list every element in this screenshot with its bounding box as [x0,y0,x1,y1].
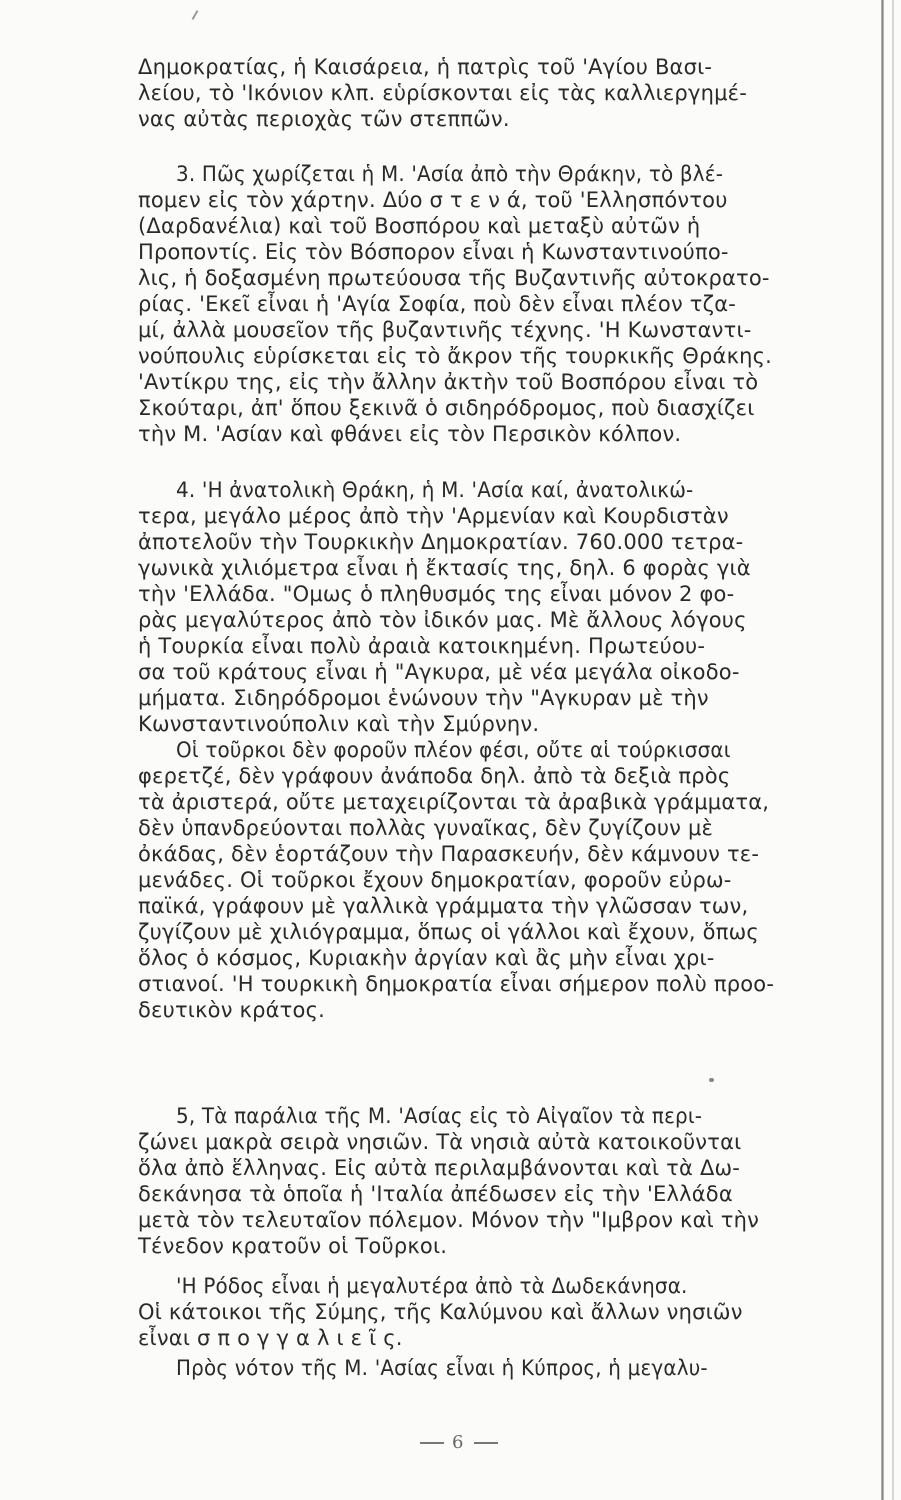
text-line: λείου, τὸ 'Ικόνιον κλπ. εὑρίσκονται εἰς τὰς καλλιεργημέ- [138,81,747,105]
page-number-dash-right [474,1442,498,1444]
text-line: 4. 'Η ἀνατολικὴ Θράκη, ἡ Μ. 'Ασία καί, ἀνατολικώ- [176,478,694,502]
text-line: νούπουλις εὑρίσκεται εἰς τὸ ἄκρον τῆς τουρκικῆς Θράκης. [138,344,773,368]
text-line: τὴν 'Ελλάδα. "Ομως ὁ πληθυσμός της εἶναι μόνον 2 φο- [138,582,735,606]
page-number-dash-left [420,1442,444,1444]
text-line: μήματα. Σιδηρόδρομοι ἑνώνουν τὴν "Αγκυραν μὲ τὴν [138,686,709,710]
text-line: 'Η Ρόδος εἶναι ἡ μεγαλυτέρα ἀπὸ τὰ Δωδεκάνησα. [176,1274,688,1298]
text-line: Τένεδον κρατοῦν οἱ Τοῦρκοι. [138,1234,448,1258]
text-line: 3. Πῶς χωρίζεται ἡ Μ. 'Ασία ἀπὸ τὴν Θράκην, τὸ βλέ- [176,162,724,186]
text-line: Οἱ τοῦρκοι δὲν φοροῦν πλέον φέσι, οὔτε αἱ τούρκισσαι [176,738,731,762]
text-line: Οἱ κάτοικοι τῆς Σύμης, τῆς Καλύμνου καὶ ἄλλων νησιῶν [138,1300,743,1324]
text-line: τὴν Μ. 'Ασίαν καὶ φθάνει εἰς τὸν Περσικὸν κόλπον. [138,422,682,446]
text-line: 'Αντίκρυ της, εἰς τὴν ἄλλην ἀκτὴν τοῦ Βοσπόρου εἶναι τὸ [138,370,759,394]
text-line: γωνικὰ χιλιόμετρα εἶναι ἡ ἔκτασίς της, δηλ. 6 φορὰς γιὰ [138,556,751,580]
text-line: ὀκάδας, δὲν ἑορτάζουν τὴν Παρασκευήν, δὲν κάμνουν τε- [138,842,760,866]
text-line: τερα, μεγάλο μέρος ἀπὸ τὴν 'Αρμενίαν καὶ Κουρδιστὰν [138,504,729,528]
text-line: φερετζέ, δὲν γράφουν ἀνάποδα δηλ. ἀπὸ τὰ δεξιὰ πρὸς [138,764,731,788]
text-line: λις, ἡ δοξασμένη πρωτεύουσα τῆς Βυζαντινῆς αὐτοκρατο- [138,266,770,290]
text-line: πομεν εἰς τὸν χάρτην. Δύο σ τ ε ν ά, τοῦ 'Ελλησπόντου [138,188,728,212]
text-line: νας αὐτὰς περιοχὰς τῶν στεππῶν. [138,107,510,131]
text-line: Δημοκρατίας, ἡ Καισάρεια, ἡ πατρὶς τοῦ 'Αγίου Βασι- [138,55,713,79]
text-line: Κωνσταντινούπολιν καὶ τὴν Σμύρνην. [138,712,540,736]
text-line: Προποντίς. Εἰς τὸν Βόσπορον εἶναι ἡ Κωνσταντινούπο- [138,240,729,264]
text-line: ρὰς μεγαλύτερος ἀπὸ τὸν ἰδικόν μας. Μὲ ἄλλους λόγους [138,608,747,632]
text-line: μενάδες. Οἱ τοῦρκοι ἔχουν δημοκρατίαν, φοροῦν εὐρω- [138,868,732,892]
text-line: εἶναι σ π ο γ γ α λ ι ε ῖ ς. [138,1326,403,1350]
text-line: Σκούταρι, ἀπ' ὅπου ξεκινᾶ ὁ σιδηρόδρομος, ποὺ διασχίζει [138,396,755,420]
text-line: ἡ Τουρκία εἶναι πολὺ ἀραιὰ κατοικημένη. Πρωτεύου- [138,634,706,658]
page-number: 6 [452,1432,466,1453]
text-line: (Δαρδανέλια) καὶ τοῦ Βοσπόρου καὶ μεταξὺ αὐτῶν ἡ [138,214,701,238]
text-line: ρίας. 'Εκεῖ εἶναι ἡ 'Αγία Σοφία, ποὺ δὲν εἶναι πλέον τζα- [138,292,737,316]
text-line: ἀποτελοῦν τὴν Τουρκικὴν Δημοκρατίαν. 760.000 τετρα- [138,530,744,554]
text-line: μετὰ τὸν τελευταῖον πόλεμον. Μόνον τὴν "Ιμβρον καὶ τὴν [138,1208,760,1232]
text-line: 5, Τὰ παράλια τῆς Μ. 'Ασίας εἰς τὸ Αἰγαῖον τὰ περι- [176,1104,703,1128]
text-line: ζυγίζουν μὲ χιλιόγραμμα, ὅπως οἱ γάλλοι καὶ ἔχουν, ὅπως [138,920,759,944]
text-line: ὅλα ἀπὸ ἕλληνας. Εἰς αὐτὰ περιλαμβάνονται καὶ τὰ Δω- [138,1156,741,1180]
text-line: ζώνει μακρὰ σειρὰ νησιῶν. Τὰ νησιὰ αὐτὰ κατοικοῦνται [138,1130,742,1154]
text-line: στιανοί. 'Η τουρκικὴ δημοκρατία εἶναι σήμερον πολὺ προο- [138,972,775,996]
text-line: τὰ ἀριστερά, οὔτε μεταχειρίζονται τὰ ἀραβικὰ γράμματα, [138,790,770,814]
text-line: παϊκά, γράφουν μὲ γαλλικὰ γράμματα τὴν γλῶσσαν των, [138,894,749,918]
text-line: σα τοῦ κράτους εἶναι ἡ "Αγκυρα, μὲ νέα μεγάλα οἰκοδο- [138,660,740,684]
text-line: δεκάνησα τὰ ὁποῖα ἡ 'Ιταλία ἀπέδωσεν εἰς τὴν 'Ελλάδα [138,1182,733,1206]
ink-speck [709,1078,714,1082]
text-line: ὅλος ὁ κόσμος, Κυριακὴν ἀργίαν καὶ ἂς μὴν εἶναι χρι- [138,946,715,970]
text-line: δὲν ὑπανδρεύονται πολλὰς γυναῖκας, δὲν ζυγίζουν μὲ [138,816,714,840]
text-line: δευτικὸν κράτος. [138,998,325,1022]
text-line: μί, ἀλλὰ μουσεῖον τῆς βυζαντινῆς τέχνης. 'Η Κωνσταντι- [138,318,752,342]
text-line: Πρὸς νότον τῆς Μ. 'Ασίας εἶναι ἡ Κύπρος, ἡ μεγαλυ- [176,1356,708,1380]
